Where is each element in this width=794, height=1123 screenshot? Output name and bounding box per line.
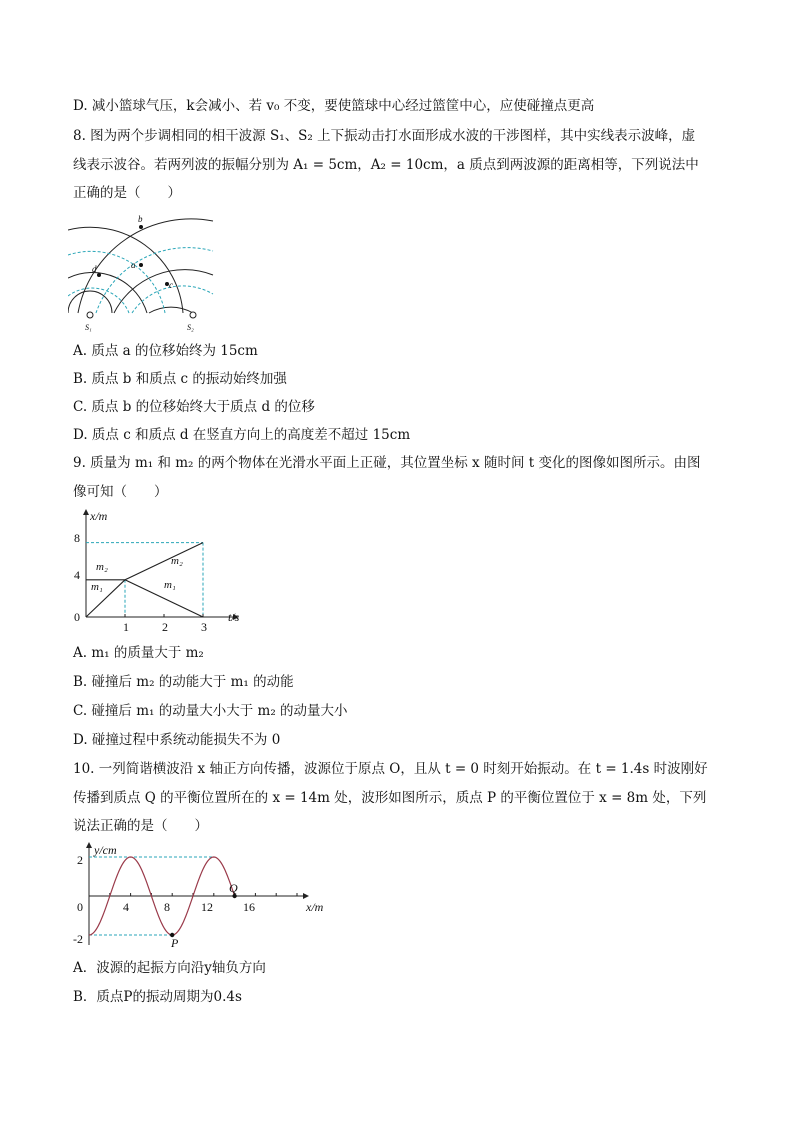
x-axis-label: t/s <box>228 610 240 624</box>
q10-option-b: B．质点P的振动周期为0.4s <box>73 989 242 1005</box>
y-tick-0: 0 <box>74 610 80 624</box>
s2-crest-3 <box>78 219 213 313</box>
label-p: P <box>171 936 179 950</box>
label-c: c <box>169 280 173 290</box>
x-tick-12: 12 <box>201 900 213 914</box>
y-tick-8: 8 <box>74 531 80 545</box>
label-m1-before: m₁ <box>91 581 103 593</box>
x-tick-3: 3 <box>201 620 207 632</box>
y-tick-neg2: -2 <box>73 932 83 946</box>
point-a-dot <box>139 263 143 267</box>
q8-stem-line-3: 正确的是（ ） <box>73 185 181 201</box>
label-a: a <box>131 260 136 270</box>
q10-stem-line-2: 传播到质点 Q 的平衡位置所在的 x = 14m 处，波形如图所示，质点 P 的平衡位置位于 x = 8m 处，下列 <box>73 790 707 806</box>
label-b: b <box>138 214 143 224</box>
wave-chart <box>70 840 335 952</box>
label-s1: S₁ <box>85 323 92 332</box>
label-d: d <box>92 264 97 274</box>
x-axis-label: x/m <box>306 900 324 914</box>
s2-trough-2 <box>96 248 213 313</box>
x-tick-8: 8 <box>164 900 170 914</box>
y-axis-label: x/m <box>90 509 108 523</box>
x-tick-2: 2 <box>162 620 168 632</box>
q8-option-c: C. 质点 b 的位移始终大于质点 d 的位移 <box>73 399 315 415</box>
s2-crest-1 <box>149 307 193 313</box>
y-axis-label: y/cm <box>94 843 117 857</box>
q8-option-a: A. 质点 a 的位移始终为 15cm <box>73 343 258 359</box>
q9-option-d: D. 碰撞过程中系统动能损失不为 0 <box>73 732 281 748</box>
source-s1 <box>87 312 93 318</box>
q10-stem-line-1: 10. 一列简谐横波沿 x 轴正方向传播，波源位于原点 O，且从 t = 0 时刻开始振动。在 t = 1.4s 时波刚好 <box>73 761 708 777</box>
label-q: Q <box>229 881 238 895</box>
q9-option-b: B. 碰撞后 m₂ 的动能大于 m₁ 的动能 <box>73 674 294 690</box>
q9-option-c: C. 碰撞后 m₁ 的动量大小大于 m₂ 的动量大小 <box>73 703 348 719</box>
interference-figure <box>68 208 218 336</box>
q8-stem-line-2: 线表示波谷。若两列波的振幅分别为 A₁ = 5cm，A₂ = 10cm，a 质点到两波源的距离相等，下列说法中 <box>73 157 699 173</box>
point-b-dot <box>139 225 143 229</box>
q9-stem-line-1: 9. 质量为 m₁ 和 m₂ 的两个物体在光滑水平面上正碰，其位置坐标 x 随时间 t 变化的图像如图所示。由图 <box>73 455 701 471</box>
series-2-segment-2 <box>125 543 203 580</box>
label-m2-before: m₂ <box>96 561 108 573</box>
x-tick-16: 16 <box>243 900 255 914</box>
y-tick-4: 4 <box>74 568 80 582</box>
s1-crest-1 <box>68 291 112 313</box>
q10-option-a: A．波源的起振方向沿y轴负方向 <box>73 960 266 976</box>
label-m1-after: m₁ <box>164 579 176 591</box>
q9-option-a: A. m₁ 的质量大于 m₂ <box>73 645 204 661</box>
y-tick-2: 2 <box>77 853 83 867</box>
y-tick-0: 0 <box>77 900 83 914</box>
point-d-dot <box>97 273 101 277</box>
x-tick-4: 4 <box>123 900 129 914</box>
q8-option-d: D. 质点 c 和质点 d 在竖直方向上的高度差不超过 15cm <box>73 427 411 443</box>
s1-trough-1 <box>68 288 129 313</box>
s1-crest-2 <box>68 272 147 313</box>
s1-trough-2 <box>68 251 165 313</box>
label-m2-after: m₂ <box>171 555 183 567</box>
position-time-chart <box>70 504 250 632</box>
q8-option-b: B. 质点 b 和质点 c 的振动始终加强 <box>73 371 287 387</box>
label-s2: S₂ <box>187 323 194 332</box>
q7-option-d: D. 减小篮球气压，k会减小、若 v₀ 不变，要使篮球中心经过篮筐中心，应使碰撞点更高 <box>73 98 595 114</box>
q9-stem-line-2: 像可知（ ） <box>73 484 168 500</box>
x-tick-1: 1 <box>123 620 129 632</box>
q10-stem-line-3: 说法正确的是（ ） <box>73 818 208 834</box>
source-s2 <box>190 312 196 318</box>
q8-stem-line-1: 8. 图为两个步调相同的相干波源 S₁、S₂ 上下振动击打水面形成水波的干涉图样，其中实线表示波峰，虚 <box>73 128 696 144</box>
